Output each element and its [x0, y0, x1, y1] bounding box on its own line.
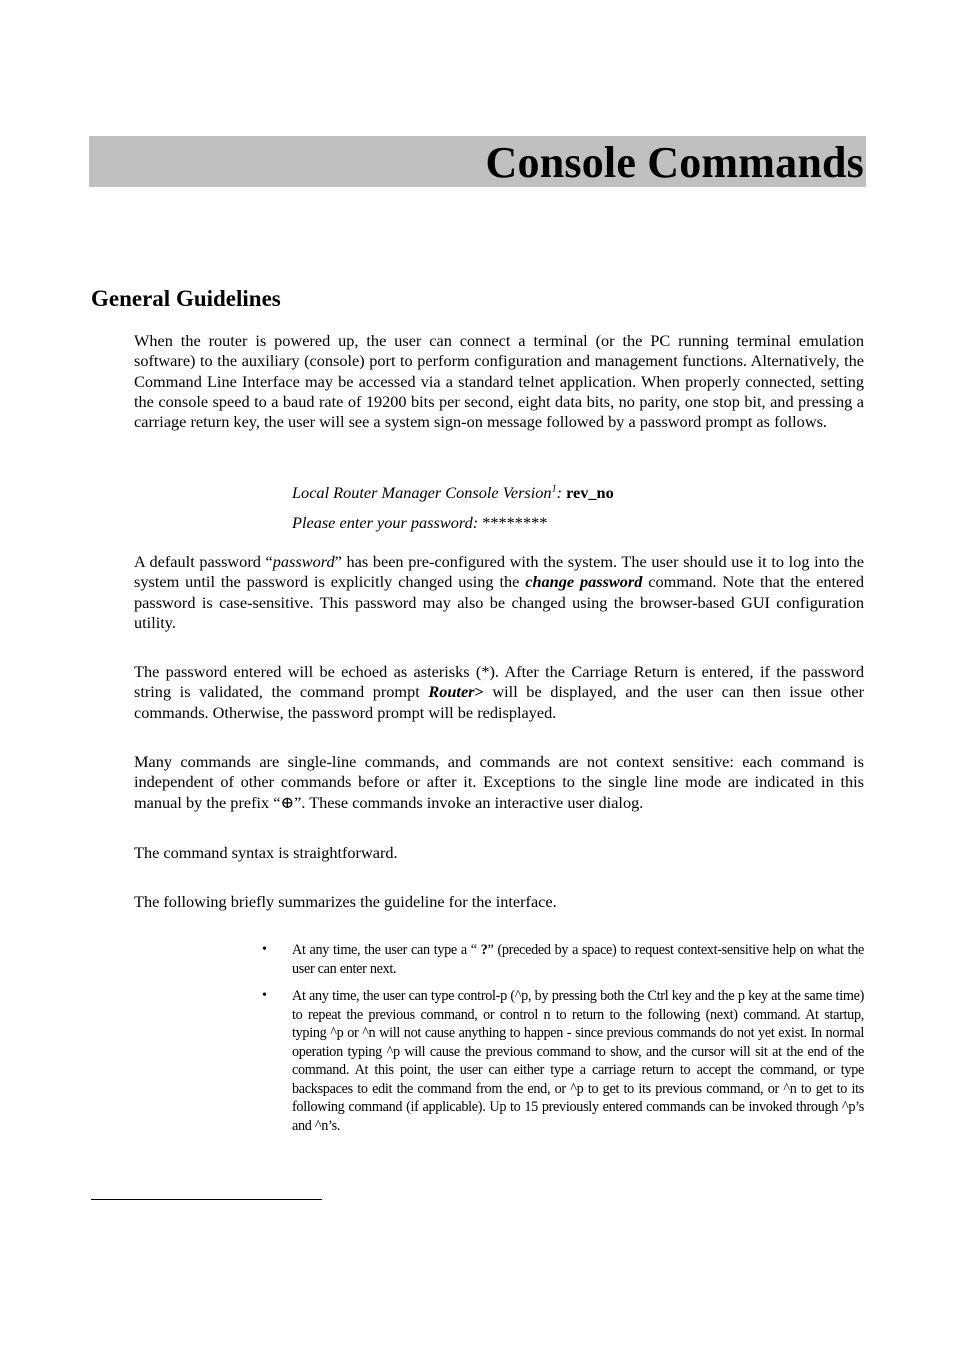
text-run: At any time, the user can type a “	[292, 942, 481, 958]
password-prompt-label: Please enter your password:	[292, 513, 479, 532]
echo-paragraph	[134, 662, 864, 723]
text-run: will be displayed, and the user can then issue other commands. Otherwise, the password prompt will be redisplayed.	[134, 682, 865, 722]
text-run: A default password “	[134, 552, 273, 571]
chapter-title: Console Commands	[485, 138, 864, 187]
text-run: ” has been pre-configured with the system. The user should use it to log into the system until the password is explicitly changed using the	[134, 552, 864, 592]
list-item	[262, 987, 864, 1135]
commands-paragraph: Many commands are single-line commands, and commands are not context sensitive: each command is independent of other commands before or after it. Exceptions to the single line mode are indicated in this manual by the prefix “⊕”. These commands invoke an interactive user dialog.	[134, 752, 864, 812]
chapter-title-bar	[89, 136, 866, 187]
change-password-command: change password	[525, 572, 643, 592]
password-mask: ********	[482, 513, 548, 532]
text-run: command. Note that the entered password is case-sensitive. This password may also be changed using the browser-based GUI configuration utility.	[134, 572, 864, 632]
section-heading: General Guidelines	[91, 286, 281, 311]
bullet-icon: •	[262, 942, 267, 957]
default-password-paragraph	[134, 552, 864, 633]
syntax-paragraph: The command syntax is straightforward.	[134, 843, 398, 862]
intro-paragraph: When the router is powered up, the user can connect a terminal (or the PC running terminal emulation software) to the auxiliary (console) port to perform configuration and management functions. Alternatively, the Command Line Interface may be accessed via a standard telnet application. When properly connected, setting the console speed to a baud rate of 19200 bits per second, eight data bits, no parity, one stop bit, and pressing a carriage return key, the user will see a system sign-on message followed by a password prompt as follows.	[134, 331, 864, 432]
router-prompt-word: Router	[428, 682, 475, 702]
list-item	[262, 941, 864, 978]
signon-value: rev_no	[566, 483, 614, 502]
text-run: The password entered will be echoed as asterisks (*). After the Carriage Return is entered, if the password string is validated, the command prompt	[134, 662, 864, 702]
text-run: ” (preceded by a space) to request context-sensitive help on what the user can enter next.	[292, 942, 864, 977]
bullet-icon: •	[262, 988, 267, 1003]
signon-line	[292, 483, 614, 503]
signon-colon: :	[556, 483, 562, 502]
text-run: At any time, the user can type control-p (^p, by pressing both the Ctrl key and the p key at the same time) to repeat the previous command, or control n to return to the following (next) command. At startup, typing ^p or ^n will not cause anything to happen - since previous commands do not yet exist. In normal operation typing ^p will cause the previous command to show, and the cursor will sit at the end of the command. At this point, the user can either type a carriage return to accept the command, or type backspaces to edit the command from the end, or ^p to get to its previous command, or ^n to get to its following command (if applicable). Up to 15 previously entered commands can be invoked through ^p’s and ^n’s.	[292, 988, 864, 1134]
help-symbol: ?	[480, 942, 488, 958]
password-prompt-line	[292, 513, 547, 533]
signon-label: Local Router Manager Console Version	[292, 483, 552, 502]
footnote-mark: 1	[551, 483, 557, 495]
password-word: password	[272, 552, 335, 571]
footnote-divider	[91, 1199, 322, 1200]
router-prompt-symbol: >	[474, 682, 484, 702]
guideline-list	[262, 941, 864, 1144]
summary-paragraph: The following briefly summarizes the guideline for the interface.	[134, 892, 557, 911]
